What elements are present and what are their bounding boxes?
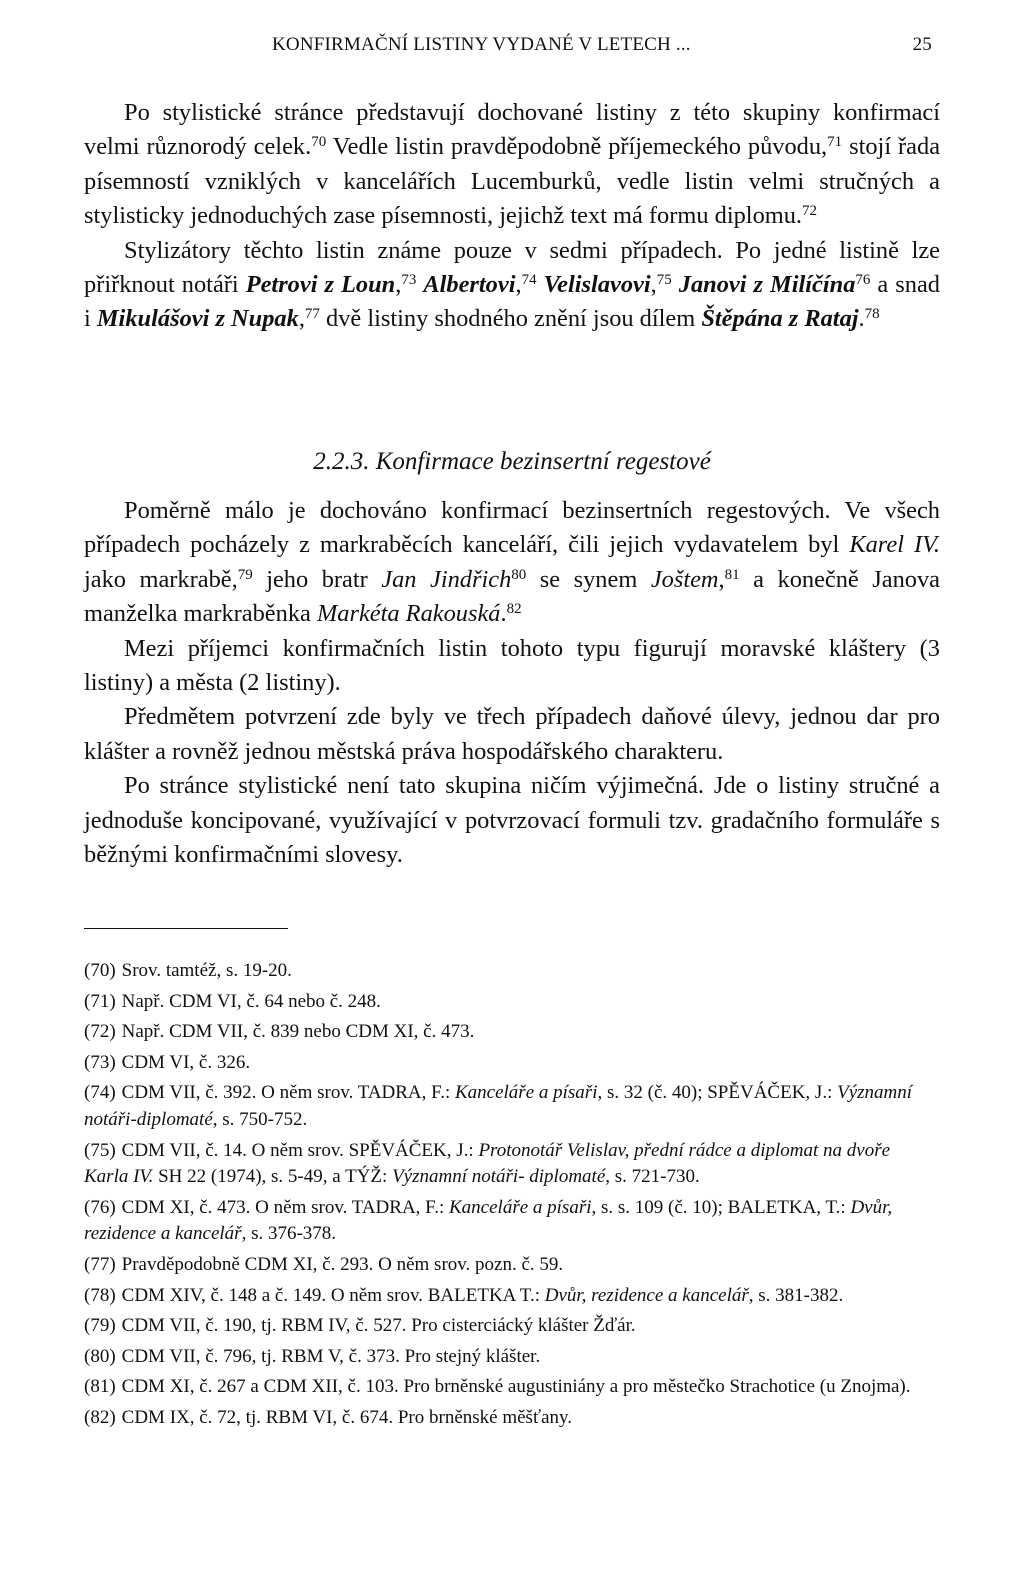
footnote-77: (77) Pravděpodobně CDM XI, č. 293. O něm srov. pozn. č. 59. bbox=[84, 1253, 564, 1275]
section-body-1 bbox=[84, 96, 940, 337]
footnote-72: (72) Např. CDM VII, č. 839 nebo CDM XI, č. 473. bbox=[84, 1021, 475, 1043]
footnote-80: (80) CDM VII, č. 796, tj. RBM V, č. 373. Pro stejný klášter. bbox=[84, 1345, 541, 1367]
footnote-76: (76) CDM XI, č. 473. O něm srov. TADRA, F.: Kanceláře a písaři, s. s. 109 (č. 10); BALETKA, T.: Dvůr, rezidence a kancelář, s. 376-378. bbox=[84, 1196, 893, 1245]
footnote-ref-72: 72 bbox=[802, 202, 818, 219]
footnote-79: (79) CDM VII, č. 190, tj. RBM IV, č. 527. Pro cisterciácký klášter Žďár. bbox=[84, 1315, 636, 1337]
footnote-ref-81: 81 bbox=[724, 566, 740, 583]
page-number: 25 bbox=[912, 34, 932, 55]
paragraph-4: Mezi příjemci konfirmačních listin tohoto typu figurují moravské kláštery (3 listiny) a města (2 listiny). bbox=[84, 634, 940, 697]
footnote-ref-74: 74 bbox=[521, 271, 537, 288]
footnote-73: (73) CDM VI, č. 326. bbox=[84, 1051, 251, 1073]
footnote-71: (71) Např. CDM VI, č. 64 nebo č. 248. bbox=[84, 990, 381, 1012]
paragraph-6: Po stránce stylistické není tato skupina ničím výjimečná. Jde o listiny stručné a jednoduše koncipované, využívající v potvrzovací formuli tzv. gradačního formuláře s běžnými konfirmačními slovesy. bbox=[84, 772, 940, 869]
paragraph-1: Po stylistické stránce představují dochované listiny z této skupiny konfirmací velmi různorodý celek.$^{70}$ Vedle listin pravděpodobně příjemeckého původu,$^{71}$ stojí řada písemností vzniklých v kancelářích Lucemburků, vedle listin velmi stručných a stylisticky jednoduchých zase písemnosti, jejichž text má formu diplomu.$^{72}$ bbox=[84, 99, 941, 230]
footnote-ref-82: 82 bbox=[506, 600, 522, 617]
footnote-ref-71: 71 bbox=[827, 134, 843, 151]
section-body-2 bbox=[84, 494, 940, 872]
footnote-ref-76: 76 bbox=[855, 271, 871, 288]
footnote-70: (70) Srov. tamtéž, s. 19-20. bbox=[84, 960, 292, 981]
paragraph-3: Poměrně málo je dochováno konfirmací bezinsertních regestových. Ve všech případech pocházely z markraběcích kanceláří, čili jejich vydavatelem byl Karel IV. jako markrabě,$^{79}$ jeho bratr Jan Jindřich$^{80}$ se synem Joštem,$^{81}$ a konečně Janova manželka markraběnka Markéta Rakouská.$^{82}$ bbox=[84, 497, 940, 628]
footnote-ref-75: 75 bbox=[656, 271, 672, 288]
footnote-ref-77: 77 bbox=[304, 306, 320, 323]
footnote-ref-78: 78 bbox=[864, 306, 880, 323]
footnote-78: (78) CDM XIV, č. 148 a č. 149. O něm srov. BALETKA T.: Dvůr, rezidence a kancelář, s. 381-382. bbox=[84, 1284, 844, 1306]
section-heading: 2.2.3. Konfirmace bezinsertní regestové bbox=[313, 448, 711, 475]
footnotes bbox=[84, 958, 926, 1436]
footnote-82: (82) CDM IX, č. 72, tj. RBM VI, č. 674. Pro brněnské měšťany. bbox=[84, 1406, 573, 1428]
footnote-ref-73: 73 bbox=[401, 271, 417, 288]
footnote-75: (75) CDM VII, č. 14. O něm srov. SPĚVÁČEK, J.: Protonotář Velislav, přední rádce a diplomat na dvoře Karla IV. SH 22 (1974), s. 5-49, a TÝŽ: Významní notáři- diplomaté, s. 721-730. bbox=[84, 1139, 891, 1188]
running-title: KONFIRMAČNÍ LISTINY VYDANÉ V LETECH ... bbox=[272, 34, 691, 55]
footnote-ref-70: 70 bbox=[311, 134, 327, 151]
footnote-ref-79: 79 bbox=[237, 566, 253, 583]
footnote-divider bbox=[84, 928, 288, 929]
paragraph-5: Předmětem potvrzení zde byly ve třech případech daňové úlevy, jednou dar pro klášter a rovněž jednou městská práva hospodářského charakteru. bbox=[84, 703, 940, 765]
footnote-81: (81) CDM XI, č. 267 a CDM XII, č. 103. Pro brněnské augustiniány a pro městečko Strachotice (u Znojma). bbox=[84, 1376, 911, 1398]
footnote-74: (74) CDM VII, č. 392. O něm srov. TADRA, F.: Kanceláře a písaři, s. 32 (č. 40); SPĚVÁČEK, J.: Významní notáři-diplomaté, s. 750-752. bbox=[84, 1082, 913, 1130]
footnote-ref-80: 80 bbox=[511, 566, 527, 583]
paragraph-2: Stylizátory těchto listin známe pouze v sedmi případech. Po jedné listině lze přiřknout notáři Petrovi z Loun,$^{73}$ Albertovi,$^{74}$ Velislavovi,$^{75}$ Janovi z Milíčína$^{76}$ a snad i Mikulášovi z Nupak,$^{77}$ dvě listiny shodného znění jsou dílem Štěpána z Rataj.$^{78}$ bbox=[84, 236, 940, 333]
